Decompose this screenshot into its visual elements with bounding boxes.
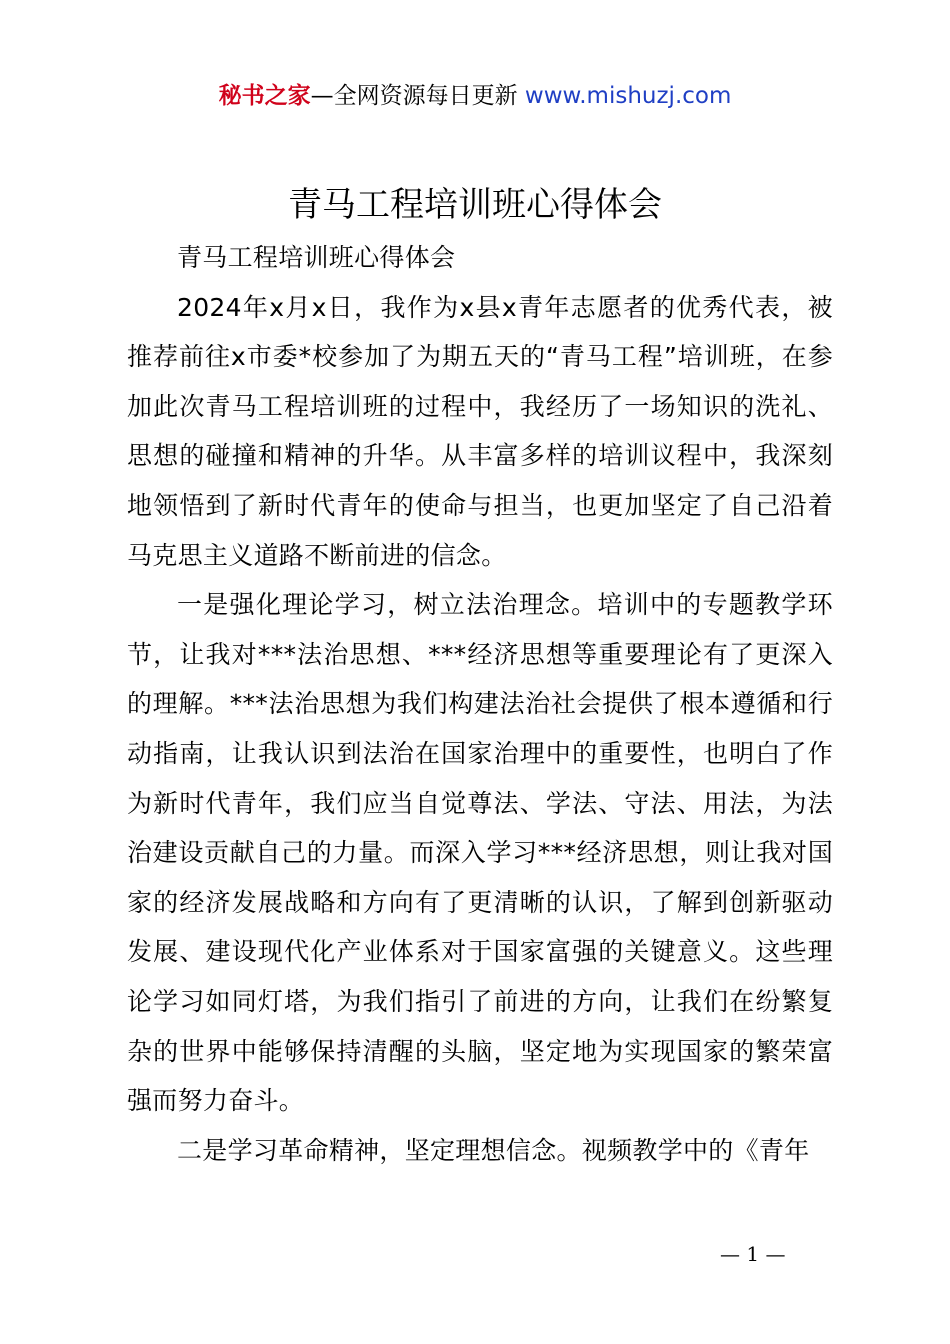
page-number: — 1 — bbox=[720, 1242, 786, 1266]
site-url-link[interactable]: www.mishuzj.com bbox=[524, 83, 732, 109]
section-one-paragraph: 一是强化理论学习，树立法治理念。培训中的专题教学环节，让我对***法治思想、***经济思想等重要理论有了更深入的理解。***法治思想为我们构建法治社会提供了根本遵循和行动指南，让我认识到法治在国家治理中的重要性，也明白了作为新时代青年，我们应当自觉尊法、学法、守法、用法，为法治建设贡献自己的力量。而深入学习***经济思想，则让我对国家的经济发展战略和方向有了更清晰的认识，了解到创新驱动发展、建设现代化产业体系对于国家富强的关键意义。这些理论学习如同灯塔，为我们指引了前进的方向，让我们在纷繁复杂的世界中能够保持清醒的头脑，坚定地为实现国家的繁荣富强而努力奋斗。 bbox=[127, 590, 833, 1116]
intro-paragraph: 2024年x月x日，我作为x县x青年志愿者的优秀代表，被推荐前往x市委*校参加了为期五天的“青马工程”培训班，在参加此次青马工程培训班的过程中，我经历了一场知识的洗礼、思想的碰撞和精神的升华。从丰富多样的培训议程中，我深刻地领悟到了新时代青年的使命与担当，也更加坚定了自己沿着马克思主义道路不断前进的信念。 bbox=[127, 292, 833, 570]
document-body bbox=[127, 233, 833, 1175]
section-two-paragraph: 二是学习革命精神，坚定理想信念。视频教学中的《青年 bbox=[177, 1135, 810, 1165]
site-header bbox=[0, 78, 950, 114]
document-title: 青马工程培训班心得体会 bbox=[288, 185, 662, 225]
subtitle-paragraph: 青马工程培训班心得体会 bbox=[177, 243, 456, 272]
brand-name: 秘书之家 bbox=[218, 83, 311, 109]
header-tagline: —全网资源每日更新 bbox=[310, 83, 518, 109]
